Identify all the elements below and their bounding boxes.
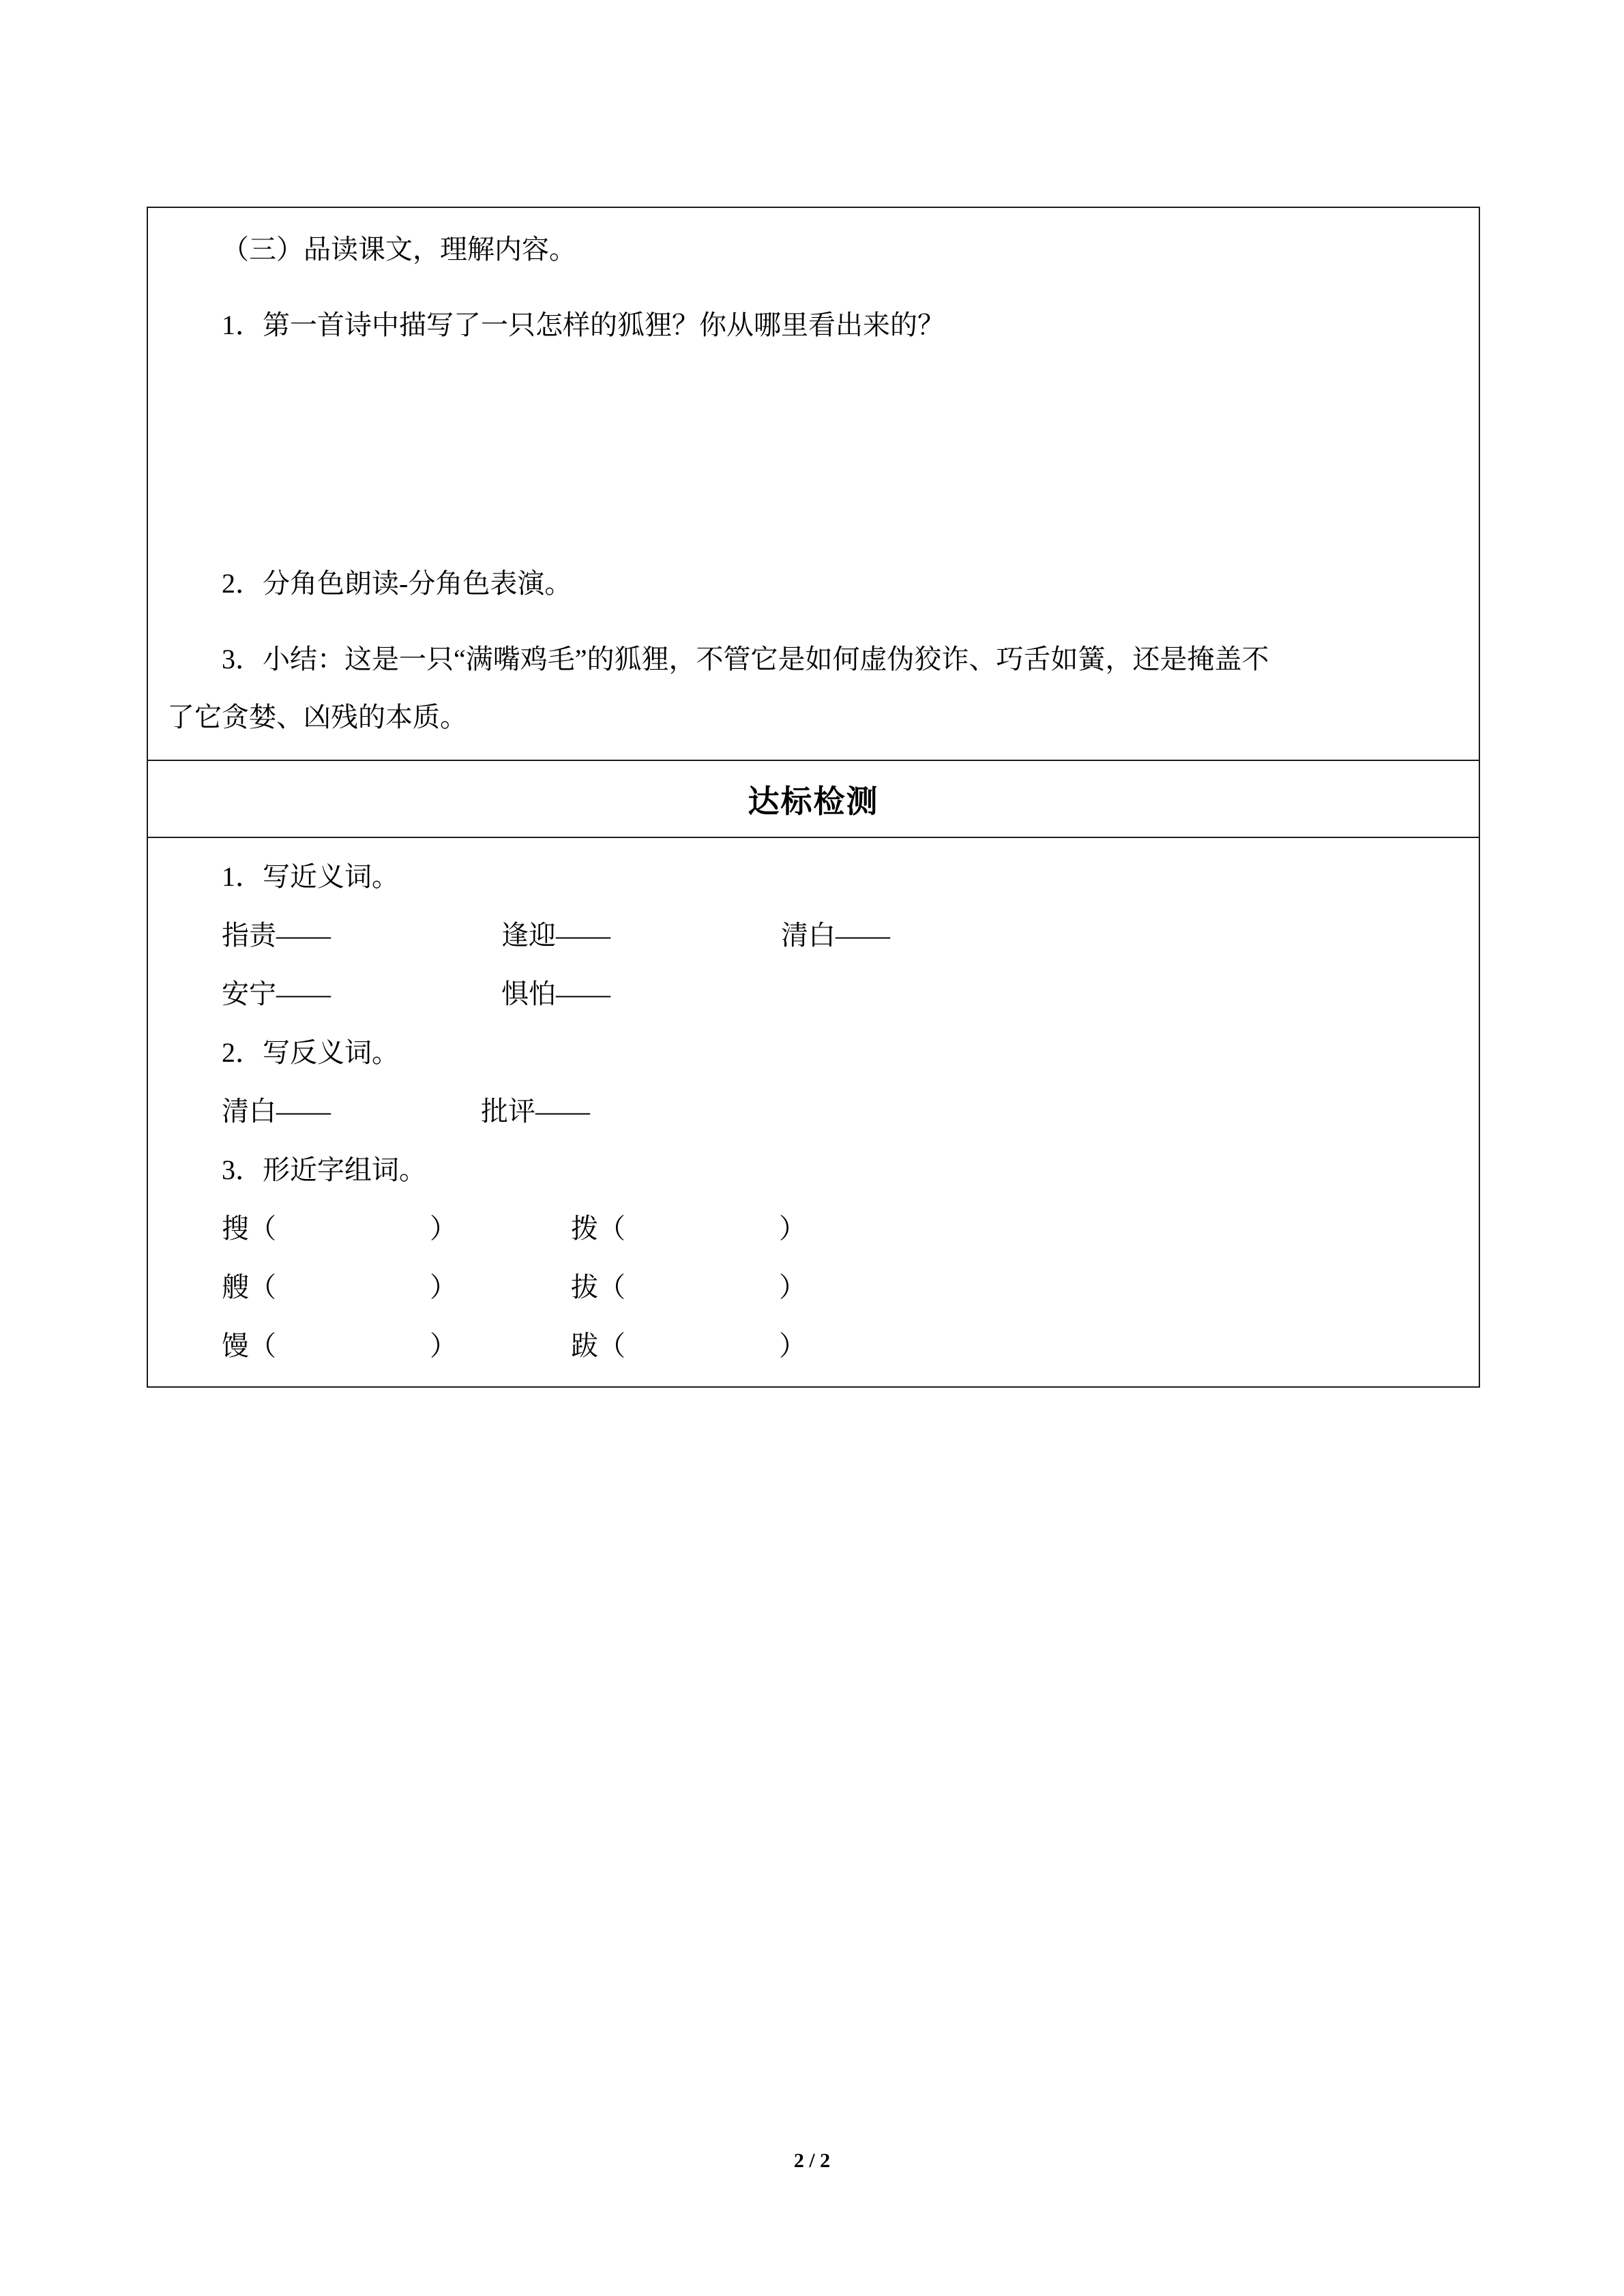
paren-open: （ <box>249 1213 276 1244</box>
paren-close: ） <box>779 1213 806 1244</box>
exercise-1-row-1 <box>167 906 1460 965</box>
character-text: 搜 <box>222 1213 249 1244</box>
character-text: 跋 <box>571 1330 598 1361</box>
answer-writing-space <box>167 372 1460 554</box>
reading-comprehension-section <box>148 208 1479 760</box>
paren-open: （ <box>598 1330 625 1361</box>
word-formation-item <box>222 1199 571 1258</box>
antonym-item: 清白—— <box>222 1096 331 1127</box>
synonym-item: 惧怕—— <box>501 979 610 1009</box>
synonym-item: 指责—— <box>222 920 331 951</box>
reading-item-2: 2．分角色朗读-分角色表演。 <box>222 568 572 599</box>
word-formation-item <box>571 1317 920 1375</box>
character-text: 馒 <box>222 1330 249 1361</box>
page-footer <box>0 2149 1624 2173</box>
test-section-body <box>148 838 1479 1386</box>
exercise-1-label: 1．写近义词。 <box>222 861 399 892</box>
paren-open: （ <box>249 1330 276 1361</box>
word-formation-row <box>167 1317 1460 1375</box>
exercise-1-row-2 <box>167 965 1460 1024</box>
word-formation-item <box>571 1258 920 1317</box>
test-section-title: 达标检测 <box>748 784 879 819</box>
exercise-2-row-1 <box>167 1082 1460 1141</box>
worksheet-table <box>147 207 1480 1388</box>
test-section-header <box>148 760 1479 838</box>
character-text: 艘 <box>222 1272 249 1302</box>
synonym-item: 清白—— <box>781 920 890 951</box>
exercise-2-label: 2．写反义词。 <box>222 1037 399 1068</box>
word-formation-row <box>167 1199 1460 1258</box>
paren-open: （ <box>249 1272 276 1302</box>
reading-item-3: 3．小结：这是一只“满嘴鸡毛”的狐狸，不管它是如何虚伪狡诈、巧舌如簧，还是掩盖不了它贪婪、凶残的本质。 <box>167 644 1269 732</box>
character-text: 拨 <box>571 1213 598 1244</box>
reading-section-heading: （三）品读课文，理解内容。 <box>222 234 576 265</box>
paren-open: （ <box>598 1272 625 1302</box>
reading-item-1: 1．第一首诗中描写了一只怎样的狐狸？你从哪里看出来的？ <box>222 310 945 340</box>
paren-close: ） <box>430 1272 457 1302</box>
paren-close: ） <box>779 1272 806 1302</box>
exercise-3-label: 3．形近字组词。 <box>222 1154 426 1185</box>
word-formation-row <box>167 1258 1460 1317</box>
word-formation-item <box>571 1199 920 1258</box>
paren-close: ） <box>430 1213 457 1244</box>
page-number: 2 / 2 <box>793 2149 831 2172</box>
synonym-item: 安宁—— <box>222 979 331 1009</box>
paren-open: （ <box>598 1213 625 1244</box>
antonym-item: 批评—— <box>481 1096 590 1127</box>
paren-close: ） <box>779 1330 806 1361</box>
character-text: 拔 <box>571 1272 598 1302</box>
word-formation-item <box>222 1317 571 1375</box>
synonym-item: 逢迎—— <box>501 920 610 951</box>
word-formation-item <box>222 1258 571 1317</box>
paren-close: ） <box>430 1330 457 1361</box>
